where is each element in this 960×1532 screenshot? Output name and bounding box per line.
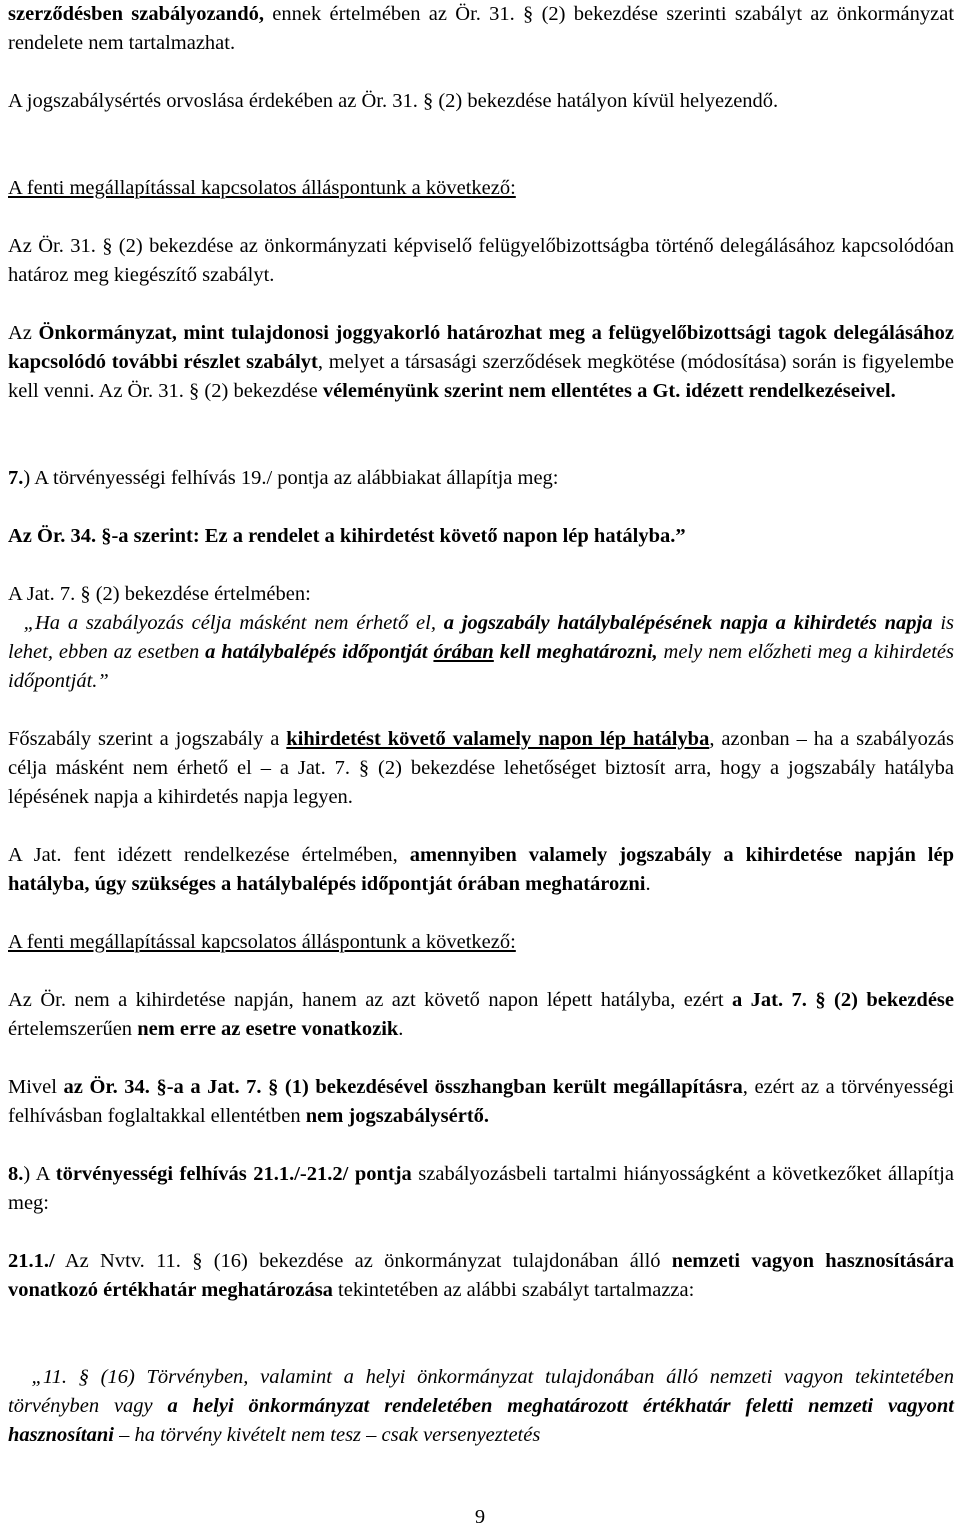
paragraph: Az Ör. nem a kihirdetése napján, hanem az azt követő napon lépett hatályba, ezért a Jat. 7. § (2) bekezdése értelemszerűen nem erre az esetre vonatkozik.: [8, 989, 955, 1040]
paragraph: A Jat. fent idézett rendelkezése értelmében, amennyiben valamely jogszabály a kihirdetése napján lép hatályba, úgy szükséges a hatálybalépés időpontját órában meghatározni.: [8, 844, 954, 895]
paragraph: Főszabály szerint a jogszabály a kihirdetést követő valamely napon lép hatályba, azonban – ha a szabályozás célja másként nem érhető el – a Jat. 7. § (2) bekezdése lehetőséget biztosít arra, hogy a jogszabály hatályba lépésének napja a kihirdetés napja legyen.: [8, 728, 954, 808]
paragraph: A jogszabálysértés orvoslása érdekében az Ör. 31. § (2) bekezdése hatályon kívül helyezendő.: [8, 90, 779, 112]
paragraph: Az Ör. 34. §-a szerint: Ez a rendelet a kihirdetést követő napon lép hatályba.”: [8, 525, 686, 547]
paragraph: Mivel az Ör. 34. §-a a Jat. 7. § (1) bekezdésével összhangban került megállapításra, ezért az a törvényességi felhívásban foglaltakkal ellentétben nem jogszabálysértő.: [8, 1076, 954, 1127]
paragraph: A fenti megállapítással kapcsolatos álláspontunk a következő:: [8, 177, 516, 199]
paragraph: 7.) A törvényességi felhívás 19./ pontja az alábbiakat állapítja meg:: [8, 467, 559, 489]
paragraph: 8.) A törvényességi felhívás 21.1./-21.2/ pontja szabályozásbeli tartalmi hiányosságként a következőket állapítja meg:: [8, 1163, 954, 1214]
paragraph: Az Önkormányzat, mint tulajdonosi joggyakorló határozhat meg a felügyelőbizottsági tagok delegálásához kapcsolódó további részlet szabályt, melyet a társasági szerződések megkötése (módosítása) során is figyelembe kell venni. Az Ör. 31. § (2) bekezdése véleményünk szerint nem ellentétes a Gt. idézett rendelkezéseivel.: [8, 322, 954, 402]
page-number: 9: [474, 1506, 486, 1528]
paragraph: szerződésben szabályozandó, ennek értelmében az Ör. 31. § (2) bekezdése szerinti szabályt az önkormányzat rendelete nem tartalmazhat.: [8, 3, 955, 54]
paragraph: Az Ör. 31. § (2) bekezdése az önkormányzati képviselő felügyelőbizottságba történő delegálásához kapcsolódóan határoz meg kiegészítő szabályt.: [8, 235, 954, 286]
paragraph: A fenti megállapítással kapcsolatos álláspontunk a következő:: [8, 931, 516, 953]
paragraph: 21.1./ Az Nvtv. 11. § (16) bekezdése az önkormányzat tulajdonában álló nemzeti vagyon hasznosítására vonatkozó értékhatár meghatározása tekintetében az alábbi szabályt tartalmazza:: [8, 1250, 954, 1301]
paragraph: „11. § (16) Törvényben, valamint a helyi önkormányzat tulajdonában álló nemzeti vagyon tekintetében törvényben vagy a helyi önkormányzat rendeletében meghatározott értékhatár feletti nemzeti vagyont hasznosítani – ha törvény kivételt nem tesz – csak versenyeztetés: [8, 1366, 954, 1446]
paragraph: „Ha a szabályozás célja másként nem érhető el, a jogszabály hatálybalépésének napja a kihirdetés napja is lehet, ebben az esetben a hatálybalépés időpontját órában kell meghatározni, mely nem előzheti meg a kihirdetés időpontját.”: [8, 612, 954, 692]
paragraph: A Jat. 7. § (2) bekezdése értelmében:: [8, 583, 311, 605]
